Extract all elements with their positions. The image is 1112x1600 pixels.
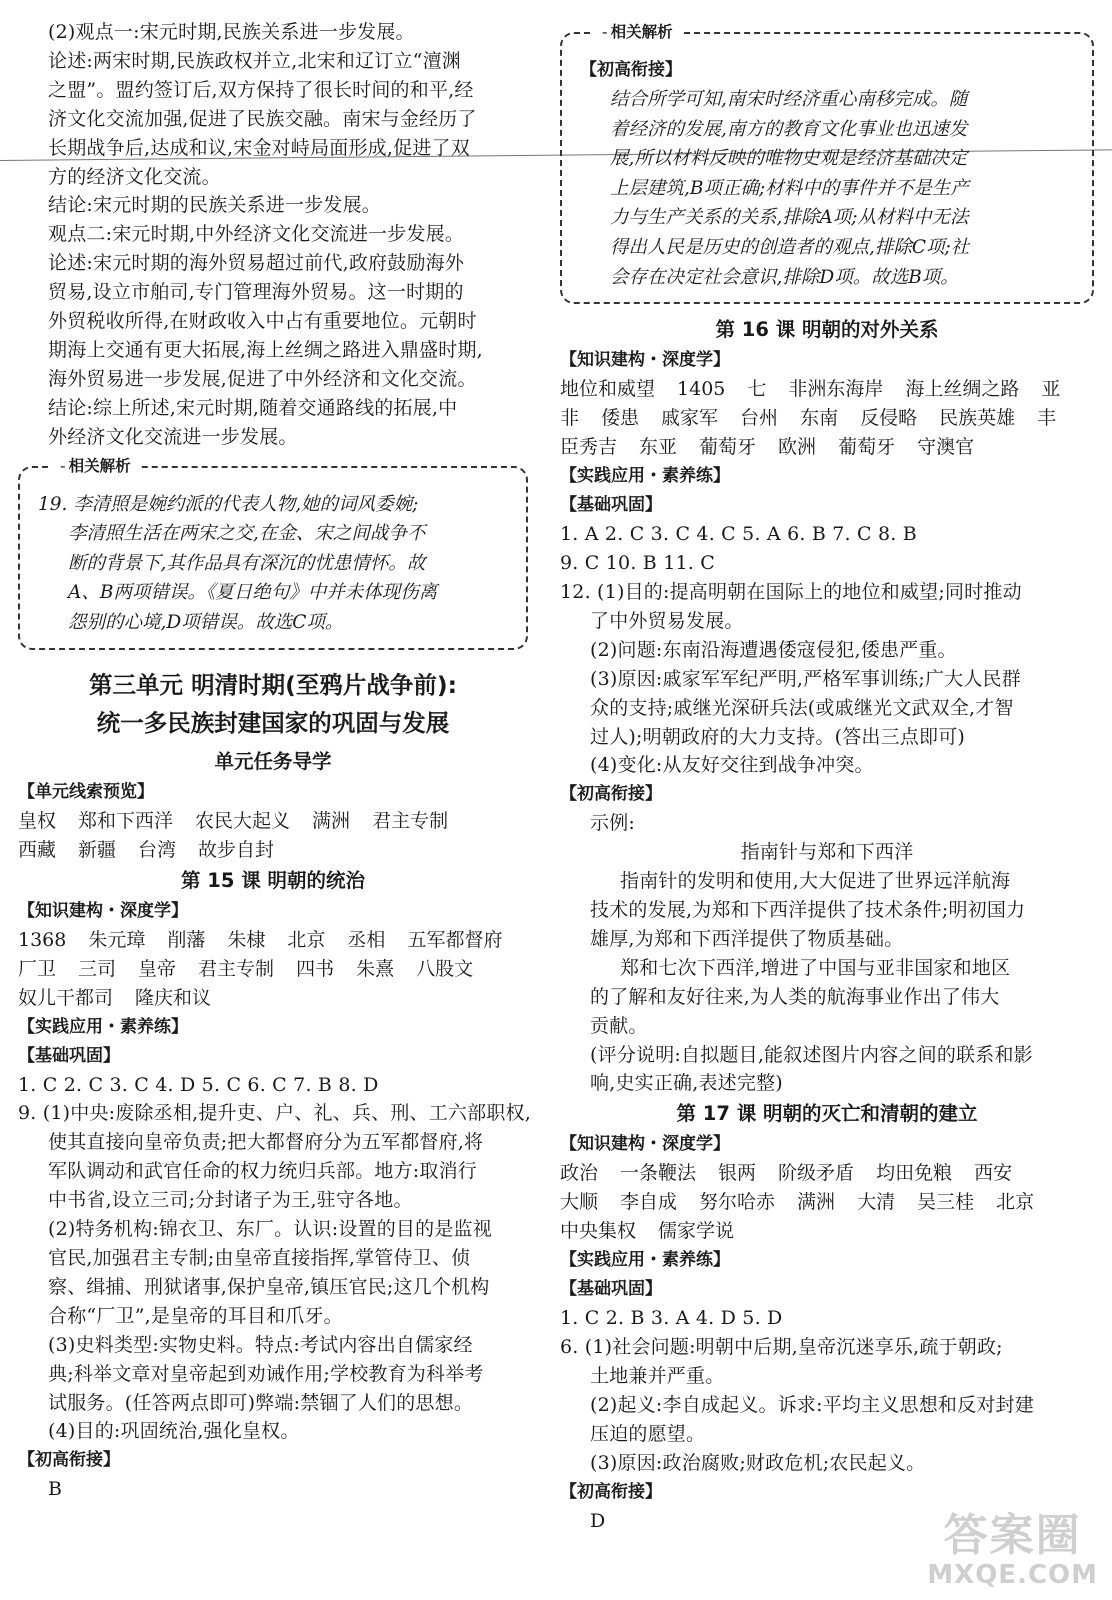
unit-title-line2: 统一多民族封建国家的巩固与发展	[96, 708, 450, 737]
keyword: 守澳官	[917, 436, 975, 459]
answer-line: (2)起义:李自成起义。诉求:平均主义思想和反对封建	[590, 1394, 1034, 1417]
keyword: 故步自封	[198, 838, 275, 861]
section-label: 【初高衔接】	[580, 60, 682, 80]
viewpoint-answer-block	[18, 18, 528, 452]
analysis-box-title: - 相关解析	[48, 454, 139, 478]
keyword: 西藏	[18, 838, 57, 861]
answer-line: 观点二:宋元时期,中外经济文化交流进一步发展。	[48, 223, 465, 246]
keyword-row	[18, 836, 528, 865]
keyword: 东亚	[639, 436, 678, 459]
keyword: 台湾	[138, 838, 177, 861]
keyword: 非	[560, 407, 580, 430]
answer-line: 过人);明朝政府的大力支持。(答出三点即可)	[590, 725, 966, 748]
keyword: 葡萄牙	[838, 436, 896, 459]
choice-answers: 9. C 10. B 11. C	[560, 552, 715, 575]
answer-line: (3)史料类型:实物史料。特点:考试内容出自儒家经	[48, 1333, 473, 1356]
keyword: 均田免粮	[876, 1162, 953, 1185]
keyword: 倭患	[601, 407, 640, 430]
keyword-row	[560, 1217, 1094, 1246]
answer-line: 压迫的愿望。	[590, 1423, 706, 1445]
keyword: 儒家学说	[658, 1220, 735, 1243]
answer-line: 贸易,设立市舶司,专门管理海外贸易。这一时期的	[48, 281, 464, 304]
keyword-row	[18, 984, 528, 1013]
keyword: 大清	[857, 1191, 896, 1214]
section-label: 【知识建构・深度学】	[560, 1134, 730, 1155]
keyword: 葡萄牙	[699, 436, 757, 459]
keyword-row	[560, 375, 1094, 404]
answer-line: 论述:两宋时期,民族政权并立,北宋和辽订立“澶渊	[48, 49, 461, 72]
keyword-row	[18, 807, 528, 836]
keyword: 非洲东海岸	[788, 378, 884, 401]
watermark-logo	[927, 1512, 1098, 1590]
lesson-15-title: 第 15 课 明朝的统治	[180, 868, 365, 892]
answer-line: 众的支持;戚继光深研兵法(或戚继光文武双全,才智	[590, 696, 1014, 719]
dash-marker-icon: -	[60, 456, 65, 475]
keyword-row	[560, 1188, 1094, 1217]
analysis-line: 着经济的发展,南方的教育文化事业也迅速发	[610, 118, 968, 140]
keyword: 农民大起义	[195, 809, 291, 832]
keyword: 新疆	[78, 838, 117, 861]
keyword: 朱元璋	[88, 928, 146, 951]
essay-line: 雄厚,为郑和下西洋提供了物质基础。	[590, 927, 904, 950]
answer-line: (4)目的:巩固统治,强化皇权。	[48, 1420, 300, 1443]
analysis-line: 19. 李清照是婉约派的代表人物,她的词风委婉;	[38, 493, 419, 515]
keyword: 1405	[677, 378, 726, 401]
answer-line: 典;科举文章对皇帝起到劝诫作用;学校教育为科举考	[48, 1362, 484, 1385]
answer-line: 官民,加强君主专制;由皇帝直接指挥,掌管侍卫、侦	[48, 1247, 471, 1269]
bridge-answer: D	[590, 1509, 606, 1532]
analysis-box-title: - 相关解析	[590, 20, 681, 44]
example-label: 示例:	[590, 812, 636, 835]
section-label: 【基础巩固】	[560, 1279, 662, 1300]
keyword: 郑和下西洋	[78, 809, 174, 832]
keyword: 民族英雄	[939, 407, 1016, 430]
analysis-line: 展,所以材料反映的唯物史观是经济基础决定	[610, 148, 968, 170]
keyword: 戚家军	[661, 407, 719, 430]
answer-line: 土地兼并严重。	[590, 1365, 725, 1388]
keyword: 欧洲	[778, 436, 817, 459]
keyword: 努尔哈赤	[699, 1191, 776, 1214]
keyword: 地位和威望	[560, 378, 656, 401]
keyword: 西安	[974, 1162, 1013, 1185]
unit-guide-title: 单元任务导学	[214, 749, 332, 773]
answer-line: 济文化交流加强,促进了民族交融。南宋与金经历了	[48, 107, 477, 130]
keyword-row	[560, 433, 1094, 462]
watermark-url: MXQE.COM	[927, 1560, 1098, 1590]
keyword: 臣秀吉	[560, 436, 618, 459]
lesson-17-title: 第 17 课 明朝的灭亡和清朝的建立	[676, 1102, 978, 1126]
choice-answers: 1. A 2. C 3. C 4. C 5. A 6. B 7. C 8. B	[560, 523, 917, 546]
keyword-row	[560, 1159, 1094, 1188]
essay-line: 的了解和友好往来,为人类的航海事业作出了伟大	[590, 985, 1000, 1008]
answer-line: (2)特务机构:锦衣卫、东厂。认识:设置的目的是监视	[48, 1218, 492, 1241]
analysis-line: 上层建筑,B项正确;材料中的事件并不是生产	[610, 177, 969, 199]
answer-line: 9. (1)中央:废除丞相,提升吏、户、礼、兵、刑、工六部职权,	[18, 1102, 531, 1125]
scoring-note: 响,史实正确,表述完整)	[590, 1072, 783, 1095]
answer-line: 之盟”。盟约签订后,双方保持了很长时间的和平,经	[48, 78, 474, 101]
answer-line: 论述:宋元时期的海外贸易超过前代,政府鼓励海外	[48, 252, 465, 275]
keyword: 三司	[78, 957, 117, 980]
section-label: 【知识建构・深度学】	[18, 900, 188, 921]
analysis-box-q19	[18, 456, 528, 650]
answer-line: (3)原因:政治腐败;财政危机;农民起义。	[590, 1451, 926, 1474]
section-label: 【实践应用・素养练】	[560, 1250, 730, 1271]
keyword: 七	[747, 378, 767, 401]
choice-answers: 1. C 2. C 3. C 4. D 5. C 6. C 7. B 8. D	[18, 1073, 379, 1096]
keyword: 亚	[1041, 378, 1061, 401]
answer-line: 外经济文化交流进一步发展。	[48, 425, 298, 448]
keyword: 厂卫	[18, 957, 57, 980]
answer-line: 6. (1)社会问题:明朝中后期,皇帝沉迷享乐,疏于朝政;	[560, 1336, 1003, 1359]
choice-answers: 1. C 2. B 3. A 4. D 5. D	[560, 1307, 783, 1330]
answer-line: (4)变化:从友好交往到战争冲突。	[590, 754, 874, 777]
essay-line: 技术的发展,为郑和下西洋提供了技术条件;明初国力	[590, 899, 1026, 922]
keyword: 反侵略	[860, 407, 918, 430]
analysis-line: 力与生产关系的关系,排除A项;从材料中无法	[610, 207, 969, 229]
unit-title-line1: 第三单元 明清时期(至鸦片战争前):	[88, 670, 458, 699]
right-column	[560, 18, 1094, 1536]
keyword: 大顺	[560, 1191, 599, 1214]
keyword: 吴三桂	[917, 1191, 975, 1214]
keyword: 奴儿干都司	[18, 986, 114, 1009]
section-label: 【初高衔接】	[560, 1481, 662, 1502]
answer-line: 了中外贸易发展。	[590, 609, 744, 632]
keyword: 皇帝	[138, 957, 177, 980]
keyword: 君主专制	[198, 957, 275, 980]
analysis-line: 怨别的心境,D项错误。故选C项。	[68, 611, 344, 633]
analysis-line: 结合所学可知,南宋时经济重心南移完成。随	[610, 89, 968, 110]
answer-line: 期海上交通有更大拓展,海上丝绸之路进入鼎盛时期,	[48, 338, 483, 361]
answer-line: 中书省,设立三司;分封诸子为王,驻守各地。	[48, 1189, 413, 1212]
section-label: 【实践应用・素养练】	[560, 466, 730, 487]
answer-line: (3)原因:戚家军军纪严明,严格军事训练;广大人民群	[590, 667, 1021, 690]
answer-line: 结论:综上所述,宋元时期,随着交通路线的拓展,中	[48, 396, 458, 419]
answer-line: (2)问题:东南沿海遭遇倭寇侵犯,倭患严重。	[590, 638, 957, 661]
keyword: 北京	[287, 928, 326, 951]
keyword: 朱熹	[356, 957, 395, 980]
keyword: 削藩	[167, 928, 206, 951]
analysis-line: 李清照生活在两宋之交,在金、宋之间战争不	[68, 523, 426, 545]
keyword: 隆庆和议	[135, 986, 212, 1009]
section-label: 【实践应用・素养练】	[18, 1016, 188, 1037]
keyword: 君主专制	[372, 809, 449, 832]
lesson-16-title: 第 16 课 明朝的对外关系	[715, 318, 939, 342]
answer-line: 12. (1)目的:提高明朝在国际上的地位和威望;同时推动	[560, 580, 1022, 603]
keyword: 八股文	[416, 957, 474, 980]
keyword-row	[560, 404, 1094, 433]
section-label: 【知识建构・深度学】	[560, 350, 730, 371]
analysis-line: 断的背景下,其作品具有深沉的忧患情怀。故	[68, 552, 426, 574]
keyword: 阶级矛盾	[778, 1162, 855, 1185]
keyword: 丰	[1037, 407, 1057, 430]
answer-line: 察、缉捕、刑狱诸事,保护皇帝,镇压官民;这几个机构	[48, 1275, 490, 1298]
keyword: 政治	[560, 1162, 599, 1185]
dash-marker-icon: -	[602, 23, 607, 41]
answer-line: 外贸税收所得,在财政收入中占有重要地位。元朝时	[48, 310, 477, 333]
scoring-note: (评分说明:自拟题目,能叙述图片内容之间的联系和影	[590, 1043, 1033, 1066]
answer-line: 试服务。(任答两点即可)弊端:禁锢了人们的思想。	[48, 1391, 474, 1414]
section-label: 【初高衔接】	[560, 784, 662, 805]
analysis-line: 得出人民是历史的创造者的观点,排除C项;社	[610, 236, 970, 258]
essay-line: 指南针的发明和使用,大大促进了世界远洋航海	[620, 870, 1011, 893]
answer-line: 军队调动和武官任命的权力统归兵部。地方:取消行	[48, 1160, 478, 1183]
section-label: 【初高衔接】	[18, 1450, 120, 1471]
keyword: 朱棣	[227, 928, 266, 951]
keyword: 中央集权	[560, 1220, 637, 1243]
keyword: 海上丝绸之路	[905, 378, 1020, 401]
answer-line: 合称“厂卫”,是皇帝的耳目和爪牙。	[48, 1304, 343, 1327]
watermark-text: 答案圈	[943, 1510, 1082, 1561]
keyword: 丞相	[347, 928, 386, 951]
bridge-answer: B	[48, 1478, 63, 1501]
keyword: 东南	[800, 407, 839, 430]
keyword: 银两	[718, 1162, 757, 1185]
essay-line: 郑和七次下西洋,增进了中国与亚非国家和地区	[620, 956, 1011, 979]
answer-line: 方的经济文化交流。	[48, 165, 221, 188]
keyword: 北京	[996, 1191, 1035, 1214]
keyword-row	[18, 926, 528, 955]
keyword-row	[18, 955, 528, 984]
keyword: 满洲	[312, 809, 351, 832]
answer-line: (2)观点一:宋元时期,民族关系进一步发展。	[48, 21, 415, 43]
section-label: 【单元线索预览】	[18, 781, 154, 802]
analysis-line: A、B两项错误。《夏日绝句》中并未体现伤离	[68, 582, 438, 604]
essay-line: 贡献。	[590, 1014, 648, 1037]
left-column	[18, 18, 531, 1504]
keyword: 一条鞭法	[620, 1162, 697, 1185]
section-label: 【基础巩固】	[560, 495, 662, 516]
keyword: 台州	[740, 407, 779, 430]
answer-line: 长期战争后,达成和议,宋金对峙局面形成,促进了双	[48, 136, 470, 159]
keyword: 1368	[18, 928, 67, 951]
keyword: 满洲	[797, 1191, 836, 1214]
analysis-line: 会存在决定社会意识,排除D项。故选B项。	[610, 266, 959, 288]
analysis-box-bridge	[560, 23, 1094, 304]
keyword: 五军都督府	[407, 928, 503, 951]
essay-title: 指南针与郑和下西洋	[740, 841, 914, 864]
keyword: 皇权	[18, 809, 57, 832]
keyword: 四书	[296, 957, 335, 980]
answer-line: 结论:宋元时期的民族关系进一步发展。	[48, 194, 382, 217]
answer-line: 使其直接向皇帝负责;把大都督府分为五军都督府,将	[48, 1131, 484, 1154]
answer-line: 海外贸易进一步发展,促进了中外经济和文化交流。	[48, 367, 477, 390]
keyword: 李自成	[620, 1191, 678, 1214]
section-label: 【基础巩固】	[18, 1045, 120, 1066]
